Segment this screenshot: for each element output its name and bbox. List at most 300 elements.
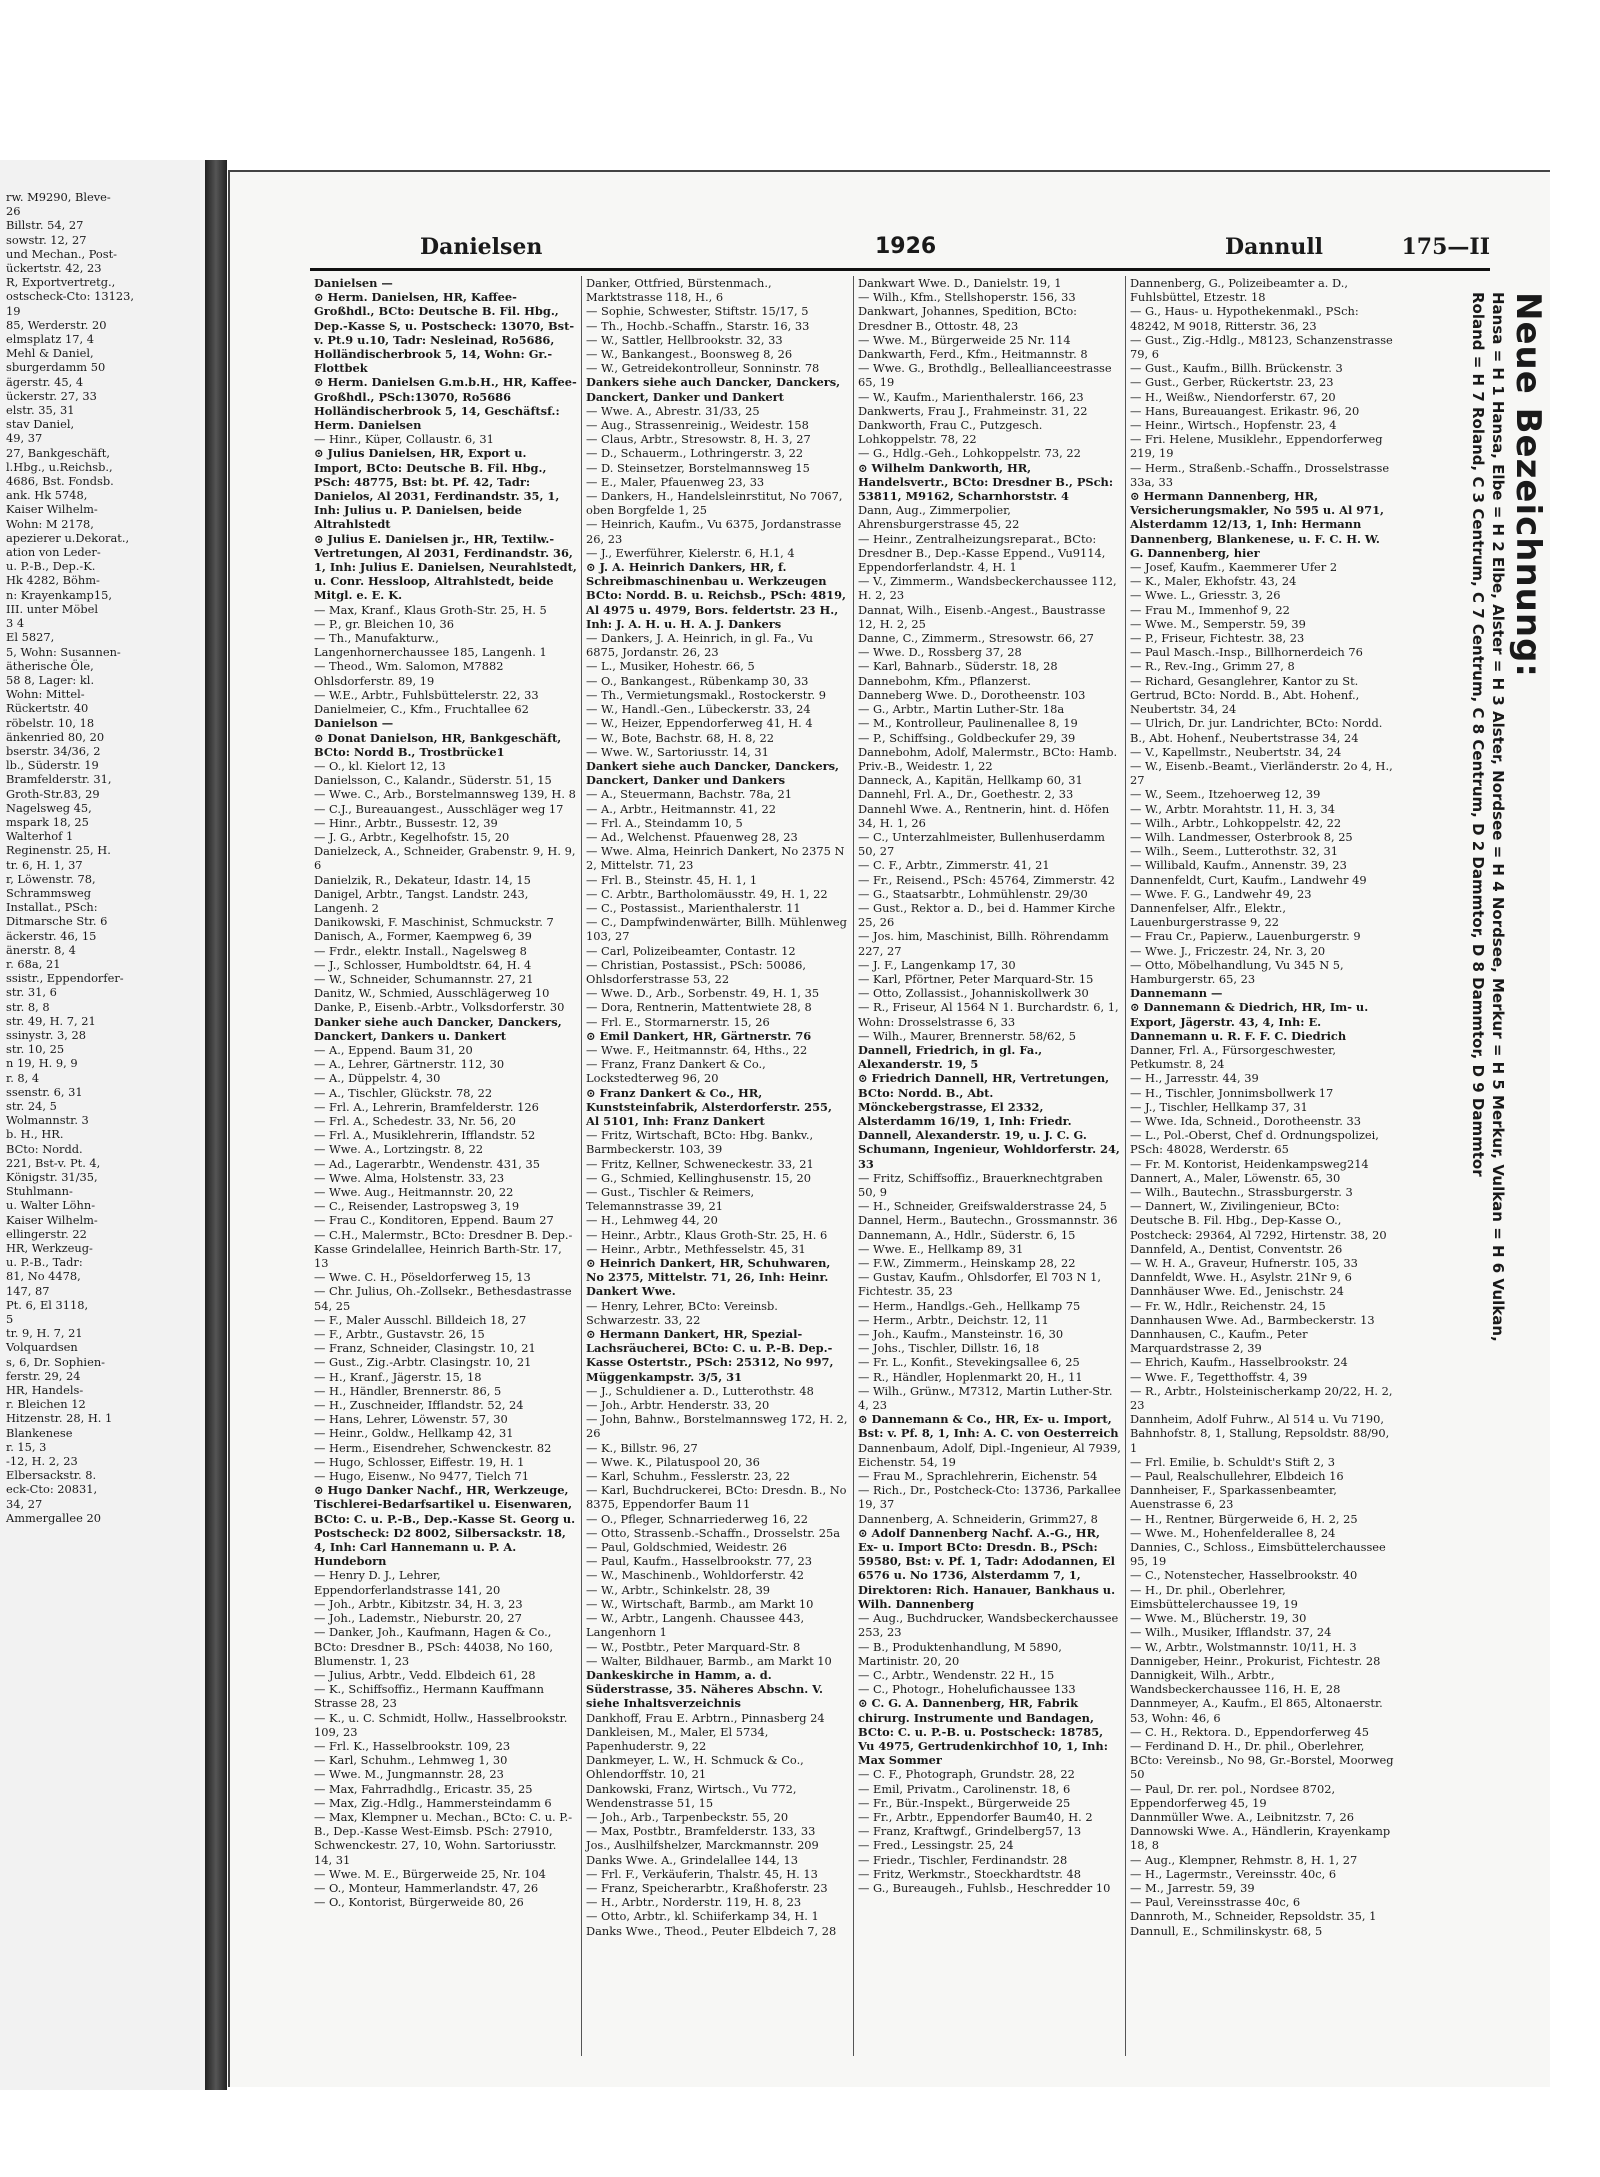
previous-page-line: str. 24, 5 [6,1099,57,1113]
directory-entry: — Wilh., Musiker, Ifflandstr. 37, 24 [1130,1625,1394,1639]
directory-entry: Dankwart Wwe. D., Danielstr. 19, 1 [858,276,1062,290]
directory-entry: — Josef, Kaufm., Kaemmerer Ufer 2 [1130,560,1394,574]
directory-entry: — L., Pol.-Oberst, Chef d. Ordnungspolizei, PSch: 48028, Werderstr. 65 [1130,1128,1394,1156]
directory-entry: — Frl. E., Stormarnerstr. 15, 26 [586,1015,849,1029]
previous-page-line: tr. 6, H. 1, 37 [6,857,83,872]
directory-entry: — Heinr., Goldw., Hellkamp 42, 31 [314,1426,577,1440]
previous-page-line: Wohn: Mittel- [6,687,85,702]
directory-entry: — Max, Kranf., Klaus Groth-Str. 25, H. 5 [314,603,577,617]
directory-entry: — Heinr., Arbtr., Methfesselstr. 45, 31 [586,1242,849,1256]
directory-entry: ⊙ C. G. A. Dannenberg, HR, Fabrik chirurg. Instrumente und Bandagen, BCto: C. u. P.-B. u. Postscheck: 18785, Vu 4975, Gertrudenkirchhof 10, 1, Inh: Max Sommer [858,1696,1108,1768]
directory-entry: — Wwe. M., Bürgerweide 25 Nr. 114 [858,333,1121,347]
directory-entry: Dannfeld, A., Dentist, Conventstr. 26 [1130,1241,1343,1256]
directory-entry: — G., Bureaugeh., Fuhlsb., Heschredder 10 [858,1881,1121,1895]
previous-page-line: n 19, H. 9, 9 [6,1056,78,1071]
directory-entry: ⊙ Hermann Dannenberg, HR, Versicherungsmakler, No 595 u. Al 971, Alsterdamm 12/13, 1, Inh: Hermann Dannenberg, Blankenese, u. F. C. H. W. G. Dannenberg, hier [1130,489,1384,560]
directory-entry: — Ferdinand D. H., Dr. phil., Oberlehrer, BCto: Vereinsb., No 98, Gr.-Borstel, Moorweg 50 [1130,1739,1394,1782]
previous-page-line: äckerstr. 46, 15 [6,928,97,943]
previous-page-line: lb., Süderstr. 19 [6,758,99,773]
directory-entry: — Ad., Welchenst. Pfauenweg 28, 23 [586,830,849,844]
directory-entry: — G., Schmied, Kellinghusenstr. 15, 20 [586,1171,849,1185]
directory-entry: — Franz, Speicherarbtr., Kraßhoferstr. 23 [586,1881,849,1895]
previous-page-line: sburgerdamm 50 [6,360,106,375]
directory-entry: Danielzik, R., Dekateur, Idastr. 14, 15 [314,872,531,887]
directory-entry: Dannheiser, F., Sparkassenbeamter, Auenstrasse 6, 23 [1130,1483,1337,1512]
directory-entry: ⊙ Herm. Danielsen, HR, Kaffee-Großhdl., BCto: Deutsche B. Fil. Hbg., Dep.-Kasse S, u. Postscheck: 13070, Bst-v. Pt.9 u.10, Tadr: Nesleinad, Ro5686, Holländischerbrook 5, 14, Wohn: Gr.-Flottbek [314,290,575,376]
previous-page-line: str. 10, 25 [6,1042,65,1057]
directory-entry: — Henry, Lehrer, BCto: Vereinsb. Schwarzestr. 33, 22 [586,1299,849,1327]
directory-entry: — Danker, Joh., Kaufmann, Hagen & Co., BCto: Dresdner B., PSch: 44038, No 160, Blumenstr. 1, 23 [314,1625,577,1668]
directory-entry: — Wwe. C., Arb., Borstelmannsweg 139, H. 8 [314,787,577,801]
previous-page-line: r. 68a, 21 [6,956,61,971]
previous-page-line: str. 49, H. 7, 21 [6,1013,96,1028]
directory-entry: — Theod., Wm. Salomon, M7882 Ohlsdorferstr. 89, 19 [314,659,577,687]
directory-entry: — Claus, Arbtr., Stresowstr. 8, H. 3, 27 [586,432,849,446]
directory-entry: — Ad., Lagerarbtr., Wendenstr. 431, 35 [314,1157,577,1171]
directory-entry: — Frau C., Konditoren, Eppend. Baum 27 [314,1213,577,1227]
directory-entry: — Frl. A., Steindamm 10, 5 [586,816,849,830]
directory-entry: Dankert siehe auch Dancker, Danckers, Danckert, Danker und Dankers [586,758,839,788]
directory-entry: — Frl. A., Lehrerin, Bramfelderstr. 126 [314,1100,577,1114]
directory-entry: Dankowski, Franz, Wirtsch., Vu 772, Wendenstrasse 51, 15 [586,1781,797,1810]
directory-entry: Dankers siehe auch Dancker, Danckers, Danckert, Danker und Dankert [586,375,841,404]
directory-entry: — Herm., Handlgs.-Geh., Hellkamp 75 [858,1299,1121,1313]
previous-page-line: bserstr. 34/36, 2 [6,743,101,758]
directory-entry: Danneck, A., Kapitän, Hellkamp 60, 31 [858,773,1083,788]
previous-page-line: b. H., HR. [6,1127,64,1142]
directory-entry: Dannat, Wilh., Eisenb.-Angest., Baustrasse 12, H. 2, 25 [858,602,1106,631]
directory-entry: Dannehl, Frl. A., Dr., Goethestr. 2, 33 [858,787,1074,802]
directory-entry: — Karl, Pförtner, Peter Marquard-Str. 15 [858,972,1121,986]
previous-page-line: r, Löwenstr. 78, [6,871,96,886]
previous-page-line: r. 8, 4 [6,1070,40,1085]
column-2 [582,276,854,2056]
directory-entry: — D. Steinsetzer, Borstelmannsweg 15 [586,461,849,475]
previous-page-line: HR, Werkzeug- [6,1241,93,1256]
directory-entry: ⊙ Julius E. Danielsen jr., HR, Textilw.-Vertretungen, Al 2031, Ferdinandstr. 36, 1, Inh: Julius E. Danielsen, Neurahlstedt, u. Conr. Hessloop, Altrahlstedt, beide Mitgl. e. E. K. [314,531,577,603]
directory-entry: — Gust., Zig.-Arbtr. Clasingstr. 10, 21 [314,1355,577,1369]
directory-entry: — J., Tischler, Hellkamp 37, 31 [1130,1100,1394,1114]
directory-entry: — Joh., Kaufm., Mansteinstr. 16, 30 [858,1327,1121,1341]
previous-page-line: ägerstr. 45, 4 [6,374,84,389]
directory-entry: — R., Händler, Hoplenmarkt 20, H., 11 [858,1370,1121,1384]
directory-entry: — Frl. A., Musiklehrerin, Ifflandstr. 52 [314,1128,577,1142]
directory-entry: — G., Staatsarbtr., Lohmühlenstr. 29/30 [858,887,1121,901]
directory-entry: ⊙ Adolf Dannenberg Nachf. A.-G., HR, Ex- u. Import BCto: Dresdn. B., PSch: 59580, Bst: v. Pf. 1, Tadr: Adodannen, El 6576 u. No 1736, Alsterdamm 7, 1, Direktoren: Rich. Hanauer, Bankhaus u. Wilh. Dannenberg [858,1525,1116,1611]
previous-page-line: ank. Hk 5748, [6,488,88,503]
directory-entry: — Jos. him, Maschinist, Billh. Röhrendamm 227, 27 [858,929,1121,957]
previous-page-line: und Mechan., Post- [6,246,118,261]
directory-entry: ⊙ Dannemann & Co., HR, Ex- u. Import, Bst: v. Pf. 8, 1, Inh: A. C. von Oesterreich [858,1412,1119,1441]
directory-entry: — Paul, Realschullehrer, Elbdeich 16 [1130,1469,1394,1483]
directory-entry: — Fri. Helene, Musiklehr., Eppendorferweg 219, 19 [1130,432,1394,460]
directory-entry: Dannehl Wwe. A., Rentnerin, hint. d. Höfen 34, H. 1, 26 [858,801,1110,830]
previous-page-line: Bramfelderstr. 31, [6,772,112,787]
directory-entry: — Wilh., Grünw., M7312, Martin Luther-Str. 4, 23 [858,1384,1121,1412]
directory-entry: Dannel, Herm., Bautechn., Grossmannstr. 36 [858,1213,1118,1228]
directory-entry: ⊙ Friedrich Dannell, HR, Vertretungen, BCto: Nordd. B., Abt. Mönckebergstrasse, El 2332, Alsterdamm 16/19, 1, Inh: Friedr. Dannell, Alexanderstr. 19, u. J. C. G. Schumann, Ingenieur, Wohldorferstr. 24, 33 [858,1071,1120,1171]
directory-entry: Jos., Auslhilfshelzer, Marckmannstr. 209 [586,1838,819,1853]
previous-page-line: III. unter Möbel [6,601,98,616]
directory-entry: Danker siehe auch Dancker, Danckers, Danckert, Dankers u. Dankert [314,1014,562,1043]
previous-page-line: stav Daniel, [6,417,75,432]
directory-entry: Dannenfelser, Alfr., Elektr., Lauenburgerstrasse 9, 22 [1130,900,1287,930]
directory-entry: — C., Photogr., Hohelufichaussee 133 [858,1682,1121,1696]
previous-page-line: Pt. 6, El 3118, [6,1297,89,1312]
header-first-entry: Danielsen [420,234,543,260]
directory-entry: — W.E., Arbtr., Fuhlsbüttelerstr. 22, 33 [314,688,577,702]
previous-page-line: 5, Wohn: Susannen- [6,644,121,659]
previous-page-line: Nagelsweg 45, [6,800,92,815]
directory-entry: — Wwe. D., Rossberg 37, 28 [858,645,1121,659]
directory-entry: — L., Musiker, Hohestr. 66, 5 [586,659,849,673]
directory-entry: — Frau M., Sprachlehrerin, Eichenstr. 54 [858,1469,1121,1483]
directory-entry: Dankleisen, M., Maler, El 5734, Papenhuderstr. 9, 22 [586,1724,769,1753]
directory-entry: — Heinr., Zentralheizungsreparat., BCto: Dresdner B., Dep.-Kasse Eppend., Vu9114, Eppendorferlandstr. 4, H. 1 [858,532,1121,575]
directory-entry: — V., Zimmerm., Wandsbeckerchaussee 112, H. 2, 23 [858,574,1121,602]
directory-entry: — Frau Cr., Papierw., Lauenburgerstr. 9 [1130,929,1394,943]
directory-entry: ⊙ Herm. Danielsen G.m.b.H., HR, Kaffee-Großhdl., PSch:13070, Ro5686 Holländischerbrook 5, 14, Geschäftsf.: Herm. Danielsen [314,375,577,433]
directory-entry: — W., Bote, Bachstr. 68, H. 8, 22 [586,731,849,745]
previous-page-line: r. Bleichen 12 [6,1397,86,1412]
directory-entry: — Wwe. A., Lortzingstr. 8, 22 [314,1142,577,1156]
directory-entry: — Paul, Goldschmied, Weidestr. 26 [586,1540,849,1554]
directory-entry: — H., Lehmweg 44, 20 [586,1213,849,1227]
directory-entry: — Wilh., Seem., Lutterothstr. 32, 31 [1130,844,1394,858]
directory-entry: Danikowski, F. Maschinist, Schmuckstr. 7 [314,915,554,930]
previous-page-line: u. Walter Löhn- [6,1198,96,1213]
previous-page-line: Elbersackstr. 8. [6,1468,97,1483]
directory-entry: — Aug., Klempner, Rehmstr. 8, H. 1, 27 [1130,1853,1394,1867]
directory-entry: Dannell, Friedrich, in gl. Fa., Alexanderstr. 19, 5 [858,1042,1043,1072]
directory-entry: — Paul, Kaufm., Hasselbrookstr. 77, 23 [586,1554,849,1568]
directory-entry: Dankeskirche in Hamm, a. d. Süderstrasse, 35. Näheres Abschn. V. siehe Inhaltsverzeichnis [586,1667,823,1711]
directory-entry: Danks Wwe. A., Grindelallee 144, 13 [586,1852,799,1867]
directory-entry: — H., Zuschneider, Ifflandstr. 52, 24 [314,1398,577,1412]
directory-entry: — Fr. L., Konfit., Stevekingsallee 6, 25 [858,1355,1121,1369]
directory-entry: — R., Friseur, Al 1564 N 1. Burchardstr. 6, 1, Wohn: Drosselstrasse 6, 33 [858,1000,1121,1028]
directory-entry: Dannebohm, Adolf, Malermstr., BCto: Hamb. Priv.-B., Weidestr. 1, 22 [858,744,1118,773]
directory-entry: — R., Arbtr., Holsteinischerkamp 20/22, H. 2, 23 [1130,1384,1394,1412]
directory-entry: — J., Ewerführer, Kielerstr. 6, H.1, 4 [586,546,849,560]
directory-entry: — Wwe. K., Pilatuspool 20, 36 [586,1455,849,1469]
directory-entry: — Fr. M. Kontorist, Heidenkampsweg214 [1130,1157,1394,1171]
directory-entry: — Fritz, Kellner, Schweneckestr. 33, 21 [586,1157,849,1171]
directory-entry: — W., Wirtschaft, Barmb., am Markt 10 [586,1597,849,1611]
directory-entry: — W., Eisenb.-Beamt., Vierländerstr. 2o 4, H., 27 [1130,759,1394,787]
directory-entry: — Frl. Emilie, b. Schuldt's Stift 2, 3 [1130,1455,1394,1469]
directory-entry: — Gust., Gerber, Rückertstr. 23, 23 [1130,375,1394,389]
directory-entry: — F.W., Zimmerm., Heinskamp 28, 22 [858,1256,1121,1270]
previous-page-line: u. P.-B., Dep.-K. [6,559,96,574]
directory-entry: — Henry D. J., Lehrer, Eppendorferlandstrasse 141, 20 [314,1568,577,1596]
directory-entry: Dannigeber, Heinr., Prokurist, Fichtestr. 28 [1130,1653,1381,1668]
directory-entry: Dannheim, Adolf Fuhrw., Al 514 u. Vu 7190, Bahnhofstr. 8, 1, Stallung, Repsoldstr. 88/90, 1 [1130,1412,1390,1455]
directory-entry: — G., Haus- u. Hypothekenmakl., PSch: 48242, M 9018, Ritterstr. 36, 23 [1130,304,1394,332]
directory-entry: — H., Tischler, Jonnimsbollwerk 17 [1130,1086,1394,1100]
directory-entry: — K., u. C. Schmidt, Hollw., Hasselbrookstr. 109, 23 [314,1711,577,1739]
previous-page-line: Hk 4282, Böhm- [6,573,100,588]
previous-page-line: ellingerstr. 22 [6,1226,87,1241]
directory-entry: — Karl, Schuhm., Lehmweg 1, 30 [314,1753,577,1767]
previous-page-line: Wohn: M 2178, [6,516,94,531]
directory-entry: — Franz, Kraftwgf., Grindelberg57, 13 [858,1824,1121,1838]
directory-entry: Danks Wwe., Theod., Peuter Elbdeich 7, 28 [586,1923,837,1938]
directory-entry: — W., Bankangest., Boonsweg 8, 26 [586,347,849,361]
directory-entry: — H., Lagermstr., Vereinsstr. 40c, 6 [1130,1867,1394,1881]
directory-entry: Danneberg Wwe. D., Dorotheenstr. 103 [858,687,1086,702]
directory-entry: — F., Arbtr., Gustavstr. 26, 15 [314,1327,577,1341]
directory-entry: — Th., Manufakturw., Langenhornerchaussee 185, Langenh. 1 [314,631,577,659]
directory-entry: — Wwe. L., Griesstr. 3, 26 [1130,588,1394,602]
directory-entry: — Herm., Arbtr., Deichstr. 12, 11 [858,1313,1121,1327]
previous-page-line: Königstr. 31/35, [6,1170,98,1185]
previous-page-line: 4686, Bst. Fondsb. [6,474,114,489]
directory-entry: — Karl, Bahnarb., Süderstr. 18, 28 [858,659,1121,673]
directory-entry: — Frl. A., Schedestr. 33, Nr. 56, 20 [314,1114,577,1128]
directory-entry: Dannemann, A., Hdlr., Süderstr. 6, 15 [858,1227,1076,1242]
directory-entry: — Fred., Lessingstr. 25, 24 [858,1838,1121,1852]
previous-page-line: 19 [6,303,21,318]
previous-page-line: mspark 18, 25 [6,814,89,829]
directory-entry: — W., Sattler, Hellbrookstr. 32, 33 [586,333,849,347]
directory-entry: — A., Eppend. Baum 31, 20 [314,1043,577,1057]
directory-entry: — Wwe. W., Sartoriusstr. 14, 31 [586,745,849,759]
previous-page-line: ssenstr. 6, 31 [6,1084,83,1099]
directory-entry: ⊙ J. A. Heinrich Dankers, HR, f. Schreibmaschinenbau u. Werkzeugen BCto: Nordd. B. u. Reichsb., PSch: 4819, Al 4975 u. 4979, Bors. feldertstr. 23 H., Inh: J. A. H. u. H. A. J. Dankers [586,560,846,631]
directory-entry: — Max, Fahrradhdlg., Ericastr. 35, 25 [314,1782,577,1796]
directory-entry: — W., Handl.-Gen., Lübeckerstr. 33, 24 [586,702,849,716]
directory-entry: — Hugo, Eisenw., No 9477, Tielch 71 [314,1469,577,1483]
directory-page [228,170,1550,2087]
directory-entry: — Hinr., Arbtr., Bussestr. 12, 39 [314,816,577,830]
directory-entry: — W., Arbtr. Morahtstr. 11, H. 3, 34 [1130,802,1394,816]
directory-entry: — W., Arbtr., Langenh. Chaussee 443, Langenhorn 1 [586,1611,849,1639]
directory-entry: — A., Steuermann, Bachstr. 78a, 21 [586,787,849,801]
directory-entry: — E., Maler, Pfauenweg 23, 33 [586,475,849,489]
directory-entry: Danke, P., Eisenb.-Arbtr., Volksdorferstr. 30 [314,1000,565,1015]
directory-entry: Dannfeldt, Wwe. H., Asylstr. 21Nr 9, 6 [1130,1270,1352,1285]
previous-page-line: Rückertstr. 40 [6,701,89,716]
directory-entry: — Otto, Arbtr., kl. Schiiferkamp 34, H. 1 [586,1909,849,1923]
directory-entry: — Th., Hochb.-Schaffn., Starstr. 16, 33 [586,319,849,333]
directory-entry: — Wilh. Landmesser, Osterbrook 8, 25 [1130,830,1394,844]
directory-entry: — C., Dampfwindenwärter, Billh. Mühlenweg 103, 27 [586,915,849,943]
directory-entry: — Frdr., elektr. Install., Nagelsweg 8 [314,944,577,958]
directory-entry: — Hugo, Schlosser, Eiffestr. 19, H. 1 [314,1455,577,1469]
directory-entry: — O., Monteur, Hammerlandstr. 47, 26 [314,1881,577,1895]
directory-entry: Dannhausen, C., Kaufm., Peter Marquardstrasse 2, 39 [1130,1327,1308,1356]
directory-entry: — Karl, Buchdruckerei, BCto: Dresdn. B., No 8375, Eppendorfer Baum 11 [586,1483,849,1511]
previous-page-line: eck-Cto: 20831, [6,1482,98,1497]
previous-page-line: Volquardsen [6,1340,78,1355]
directory-entry: Danker, Ottfried, Bürstenmach., Marktstrasse 118, H., 6 [586,276,772,305]
directory-entry: — C., Unterzahlmeister, Bullenhuserdamm 50, 27 [858,830,1121,858]
directory-entry: Dannebohm, Kfm., Pflanzerst. [858,673,1031,688]
directory-entry: — Wwe. M., Blücherstr. 19, 30 [1130,1611,1394,1625]
directory-entry: — B., Produktenhandlung, M 5890, Martinistr. 20, 20 [858,1640,1121,1668]
directory-entry: — Dora, Rentnerin, Mattentwiete 28, 8 [586,1000,849,1014]
directory-entry: — W., Schneider, Schumannstr. 27, 21 [314,972,577,986]
previous-page-line: r. 15, 3 [6,1439,47,1454]
directory-entry: Dankwarth, Ferd., Kfm., Heitmannstr. 8 [858,347,1088,362]
directory-entry: Dankworth, Frau C., Putzgesch. Lohkoppelstr. 78, 22 [858,418,1043,447]
directory-entry: — Wwe. Ida, Schneid., Dorotheenstr. 33 [1130,1114,1394,1128]
directory-entry: — C. Arbtr., Bartholomäusstr. 49, H. 1, 22 [586,887,849,901]
directory-entry: — Wwe. M., Hohenfelderallee 8, 24 [1130,1526,1394,1540]
directory-entry: — Wwe. Alma, Heinrich Dankert, No 2375 N 2, Mittelstr. 71, 23 [586,844,849,872]
directory-entry: — Ehrich, Kaufm., Hasselbrookstr. 24 [1130,1355,1394,1369]
previous-page-line: ückertstr. 42, 23 [6,261,102,276]
directory-entry: — Paul, Dr. rer. pol., Nordsee 8702, Eppendorferweg 45, 19 [1130,1782,1394,1810]
directory-entry: — Johs., Tischler, Dillstr. 16, 18 [858,1341,1121,1355]
directory-entry: — Dannert, W., Zivilingenieur, BCto: Deutsche B. Fil. Hbg., Dep-Kasse O., Postcheck: 29364, Al 7292, Hirtenstr. 38, 20 [1130,1199,1394,1242]
directory-entry: — Chr. Julius, Oh.-Zollsekr., Bethesdastrasse 54, 25 [314,1284,577,1312]
directory-entry: — C. H., Rektora. D., Eppendorferweg 45 [1130,1725,1394,1739]
directory-entry: — Christian, Postassist., PSch: 50086, Ohlsdorferstrasse 53, 22 [586,958,849,986]
directory-entry: — P., Schiffsing., Goldbeckufer 29, 39 [858,731,1121,745]
previous-page-line: ssinystr. 3, 28 [6,1027,86,1042]
previous-page-line: sowstr. 12, 27 [6,232,87,247]
previous-page-line: 221, Bst-v. Pt. 4, [6,1155,101,1170]
directory-entry: — Th., Vermietungsmakl., Rostockerstr. 9 [586,688,849,702]
directory-entry: — W., Maschinenb., Wohldorferstr. 42 [586,1568,849,1582]
directory-entry: — Heinr., Arbtr., Klaus Groth-Str. 25, H. 6 [586,1228,849,1242]
previous-page-line: ückerstr. 27, 33 [6,388,97,403]
previous-page-line: u. P.-B., Tadr: [6,1255,83,1270]
previous-page-line: änerstr. 8, 4 [6,942,76,957]
directory-entry: — Fritz, Schiffsoffiz., Brauerknechtgraben 50, 9 [858,1171,1121,1199]
previous-page-line: rw. M9290, Bleve- [6,190,111,204]
column-3 [854,276,1126,2056]
directory-entry: ⊙ Heinrich Dankert, HR, Schuhwaren, No 2375, Mittelstr. 71, 26, Inh: Heinr. Dankert Wwe. [586,1256,831,1299]
directory-entry: — H., Händler, Brennerstr. 86, 5 [314,1384,577,1398]
previous-page-line: HR, Handels- [6,1383,84,1398]
directory-entry: — Dankers, H., Handelsleinrstitut, No 7067, oben Borgfelde 1, 25 [586,489,849,517]
directory-entry: Dannenbaum, Adolf, Dipl.-Ingenieur, Al 7939, Eichenstr. 54, 19 [858,1440,1121,1469]
directory-entry: Dannenberg, G., Polizeibeamter a. D., Fuhlsbüttel, Etzestr. 18 [1130,276,1348,305]
previous-page-line: Mehl & Daniel, [6,346,94,361]
directory-entry: — Wwe. Aug., Heitmannstr. 20, 22 [314,1185,577,1199]
directory-entry: — Sophie, Schwester, Stiftstr. 15/17, 5 [586,304,849,318]
directory-entry: Danielsen — [314,276,393,290]
directory-entry: — Paul Masch.-Insp., Billhornerdeich 76 [1130,645,1394,659]
previous-page-line: Wolmannstr. 3 [6,1113,89,1128]
directory-entry: — W., Getreidekontrolleur, Sonninstr. 78 [586,361,849,375]
directory-entry: — C.J., Bureauangest., Ausschläger weg 17 [314,802,577,816]
directory-entry: Dannowski Wwe. A., Händlerin, Krayenkamp 18, 8 [1130,1824,1391,1853]
directory-entry: — Wwe. M. E., Bürgerweide 25, Nr. 104 [314,1867,577,1881]
directory-entry: — Wwe. Alma, Holstenstr. 33, 23 [314,1171,577,1185]
previous-page-line: apezierer u.Dekorat., [6,530,130,545]
previous-page-line: 5 [6,1312,14,1327]
directory-entry: — Fr., Bür.-Inspekt., Bürgerweide 25 [858,1796,1121,1810]
directory-entry: — John, Bahnw., Borstelmannsweg 172, H. 2, 26 [586,1412,849,1440]
directory-entry: — Wwe. M., Semperstr. 59, 39 [1130,617,1394,631]
directory-entry: Dannenfeldt, Curt, Kaufm., Landwehr 49 [1130,872,1367,887]
previous-page-line: elmsplatz 17, 4 [6,332,94,347]
page-header [310,234,1490,271]
previous-page-line: ation von Leder- [6,545,101,560]
directory-entry: — Joh., Arbtr., Kibitzstr. 34, H. 3, 23 [314,1597,577,1611]
previous-page-line: Reginenstr. 25, H. [6,843,111,858]
directory-entry: — Joh., Lademstr., Nieburstr. 20, 27 [314,1611,577,1625]
directory-entry: — Willibald, Kaufm., Annenstr. 39, 23 [1130,858,1394,872]
previous-page-fragment [0,160,208,2090]
directory-entry: Dann, Aug., Zimmerpolier, Ahrensburgerstrasse 45, 22 [858,503,1020,532]
previous-page-line: s, 6, Dr. Sophien- [6,1354,105,1369]
directory-entry: Dannull, E., Schmilinskystr. 68, 5 [1130,1923,1323,1938]
directory-entry: — G., Arbtr., Martin Luther-Str. 18a [858,702,1121,716]
previous-page-line: röbelstr. 10, 18 [6,715,95,730]
directory-entry: — Wilh., Arbtr., Lohkoppelstr. 42, 22 [1130,816,1394,830]
directory-entry: — Wwe. M., Jungmannstr. 28, 23 [314,1767,577,1781]
directory-entry: Danne, C., Zimmerm., Stresowstr. 66, 27 [858,631,1094,646]
directory-entry: — H., Arbtr., Norderstr. 119, H. 8, 23 [586,1895,849,1909]
directory-entry: — C., Notenstecher, Hasselbrookstr. 40 [1130,1568,1394,1582]
directory-entry: Dankwerts, Frau J., Frahmeinstr. 31, 22 [858,403,1088,418]
directory-entry: — Wwe. A., Abrestr. 31/33, 25 [586,404,849,418]
directory-entry: — O., kl. Kielort 12, 13 [314,759,577,773]
directory-entry: ⊙ Julius Danielsen, HR, Export u. Import, BCto: Deutsche B. Fil. Hbg., PSch: 48775, Bst: bt. Pf. 42, Tadr: Danielos, Al 2031, Ferdinandstr. 35, 1, Inh: Julius u. P. Danielsen, beide Altrahlstedt [314,446,560,532]
directory-entry: — Gust., Tischler & Reimers, Telemannstrasse 39, 21 [586,1185,849,1213]
header-year: 1926 [875,234,937,259]
directory-entry: — M., Jarrestr. 59, 39 [1130,1881,1394,1895]
directory-entry: — Wwe. F. G., Landwehr 49, 23 [1130,887,1394,901]
directory-entry: — W., Postbtr., Peter Marquard-Str. 8 [586,1640,849,1654]
directory-entry: — Aug., Buchdrucker, Wandsbeckerchaussee 253, 23 [858,1611,1121,1639]
previous-page-line: 58 8, Lager: kl. [6,672,95,687]
previous-page-line: ätherische Öle, [6,658,94,673]
directory-entry: Dankhoff, Frau E. Arbtrn., Pinnasberg 24 [586,1710,825,1725]
directory-entry: — H., Kranf., Jägerstr. 15, 18 [314,1370,577,1384]
directory-entry: Danigel, Arbtr., Tangst. Landstr. 243, Langenh. 2 [314,886,529,915]
previous-page-lines [0,160,205,1525]
directory-entry: — Heinrich, Kaufm., Vu 6375, Jordanstrasse 26, 23 [586,517,849,545]
directory-entry: — Karl, Schuhm., Fesslerstr. 23, 22 [586,1469,849,1483]
directory-entry: — Herm., Straßenb.-Schaffn., Drosselstrasse 33a, 33 [1130,461,1394,489]
directory-entry: — C.H., Malermstr., BCto: Dresdner B. Dep.-Kasse Grindelallee, Heinrich Barth-Str. 17, 13 [314,1228,577,1271]
directory-entry: — Gust., Rektor a. D., bei d. Hammer Kirche 25, 26 [858,901,1121,929]
directory-entry: — J., Schlosser, Humboldtstr. 64, H. 4 [314,958,577,972]
side-banner-line-2: Roland = H 7 Roland, C 3 Centrum, C 7 Centrum, C 8 Centrum, D 2 Dammtor, D 8 Dammtor, D 9 Dammtor [1469,292,1487,1177]
previous-page-line: Kaiser Wilhelm- [6,1212,98,1227]
directory-entry: ⊙ Dannemann & Diedrich, HR, Im- u. Export, Jägerstr. 43, 4, Inh: E. Dannemann u. R. F. F. C. Diedrich [1130,1000,1369,1043]
directory-entry: Danielmeier, C., Kfm., Fruchtallee 62 [314,702,529,717]
directory-entry: — A., Tischler, Glückstr. 78, 22 [314,1086,577,1100]
directory-entry: — J. G., Arbtr., Kegelhofstr. 15, 20 [314,830,577,844]
directory-entry: — A., Düppelstr. 4, 30 [314,1071,577,1085]
previous-page-line: n: Krayenkamp15, [6,587,112,602]
previous-page-line: Ammergallee 20 [6,1510,101,1525]
directory-entry: — Julius, Arbtr., Vedd. Elbdeich 61, 28 [314,1668,577,1682]
directory-entry: — Franz, Schneider, Clasingstr. 10, 21 [314,1341,577,1355]
directory-entry: — R., Rev.-Ing., Grimm 27, 8 [1130,659,1394,673]
directory-entry: — Heinr., Wirtsch., Hopfenstr. 23, 4 [1130,418,1394,432]
previous-page-line: Walterhof 1 [6,829,74,844]
directory-entry: — Gust., Kaufm., Billh. Brückenstr. 3 [1130,361,1394,375]
directory-entry: — H., Dr. phil., Oberlehrer, Eimsbüttelerchaussee 19, 19 [1130,1583,1394,1611]
previous-page-line: 3 4 [6,616,25,631]
directory-entry: ⊙ Donat Danielson, HR, Bankgeschäft, BCto: Nordd B., Trostbrücke1 [314,730,562,759]
directory-entry: — O., Bankangest., Rübenkamp 30, 33 [586,674,849,688]
directory-entry: ⊙ Hermann Dankert, HR, Spezial-Lachsräucherei, BCto: C. u. P.-B. Dep.-Kasse Ostertstr., PSch: 25312, No 997, Müggenkampstr. 3/5, 31 [586,1327,834,1384]
directory-entry: — Frl. K., Hasselbrookstr. 109, 23 [314,1739,577,1753]
directory-entry: — O., Kontorist, Bürgerweide 80, 26 [314,1895,577,1909]
directory-entry: — Rich., Dr., Postcheck-Cto: 13736, Parkallee 19, 37 [858,1483,1121,1511]
directory-entry: — A., Arbtr., Heitmannstr. 41, 22 [586,802,849,816]
directory-entry: — Friedr., Tischler, Ferdinandstr. 28 [858,1853,1121,1867]
